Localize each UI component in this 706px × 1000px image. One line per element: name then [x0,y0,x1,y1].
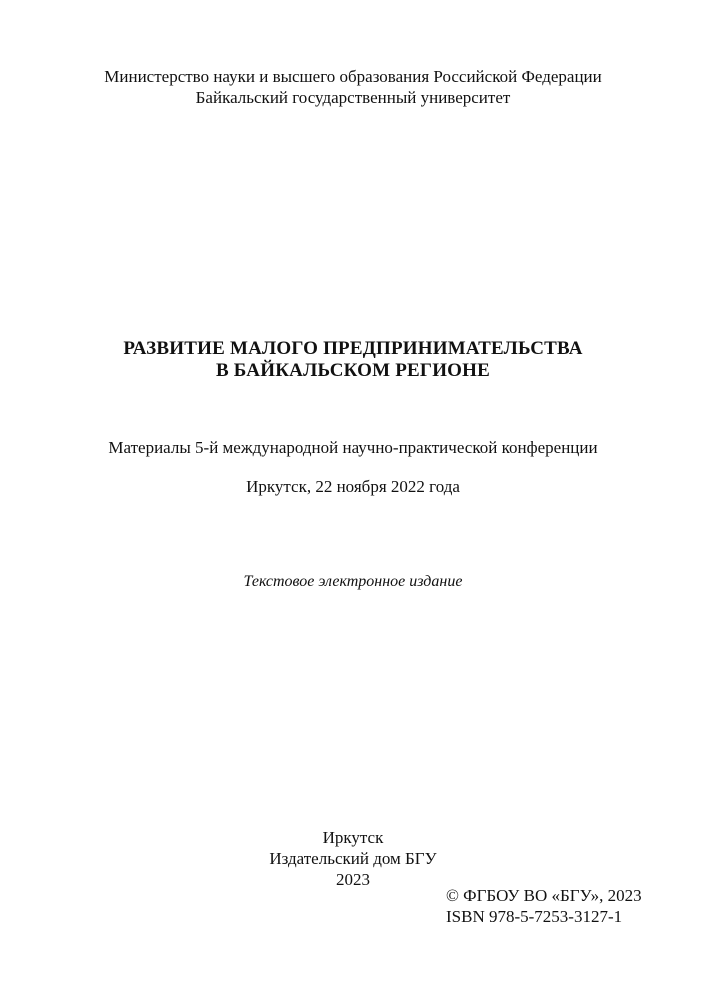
imprint [0,827,706,890]
ministry-name: Министерство науки и высшего образования Российской Федерации [104,67,602,86]
isbn-number: ISBN 978-5-7253-3127-1 [446,907,623,926]
imprint-city: Иркутск [322,828,384,847]
title-line-2: В БАЙКАЛЬСКОМ РЕГИОНЕ [215,360,491,381]
organization-header [0,66,706,108]
rights-block [446,885,642,927]
publication-title [0,338,706,382]
imprint-publisher: Издательский дом БГУ [269,849,437,868]
imprint-year: 2023 [336,870,370,889]
edition-type: Текстовое электронное издание [243,573,463,590]
title-line-1: РАЗВИТИЕ МАЛОГО ПРЕДПРИНИМАТЕЛЬСТВА [123,338,583,359]
copyright-notice: © ФГБОУ ВО «БГУ», 2023 [446,886,642,905]
publication-subtitle: Материалы 5-й международной научно-практической конференции [108,438,598,457]
university-name: Байкальский государственный университет [195,88,511,107]
conference-place-date: Иркутск, 22 ноября 2022 года [246,477,460,496]
